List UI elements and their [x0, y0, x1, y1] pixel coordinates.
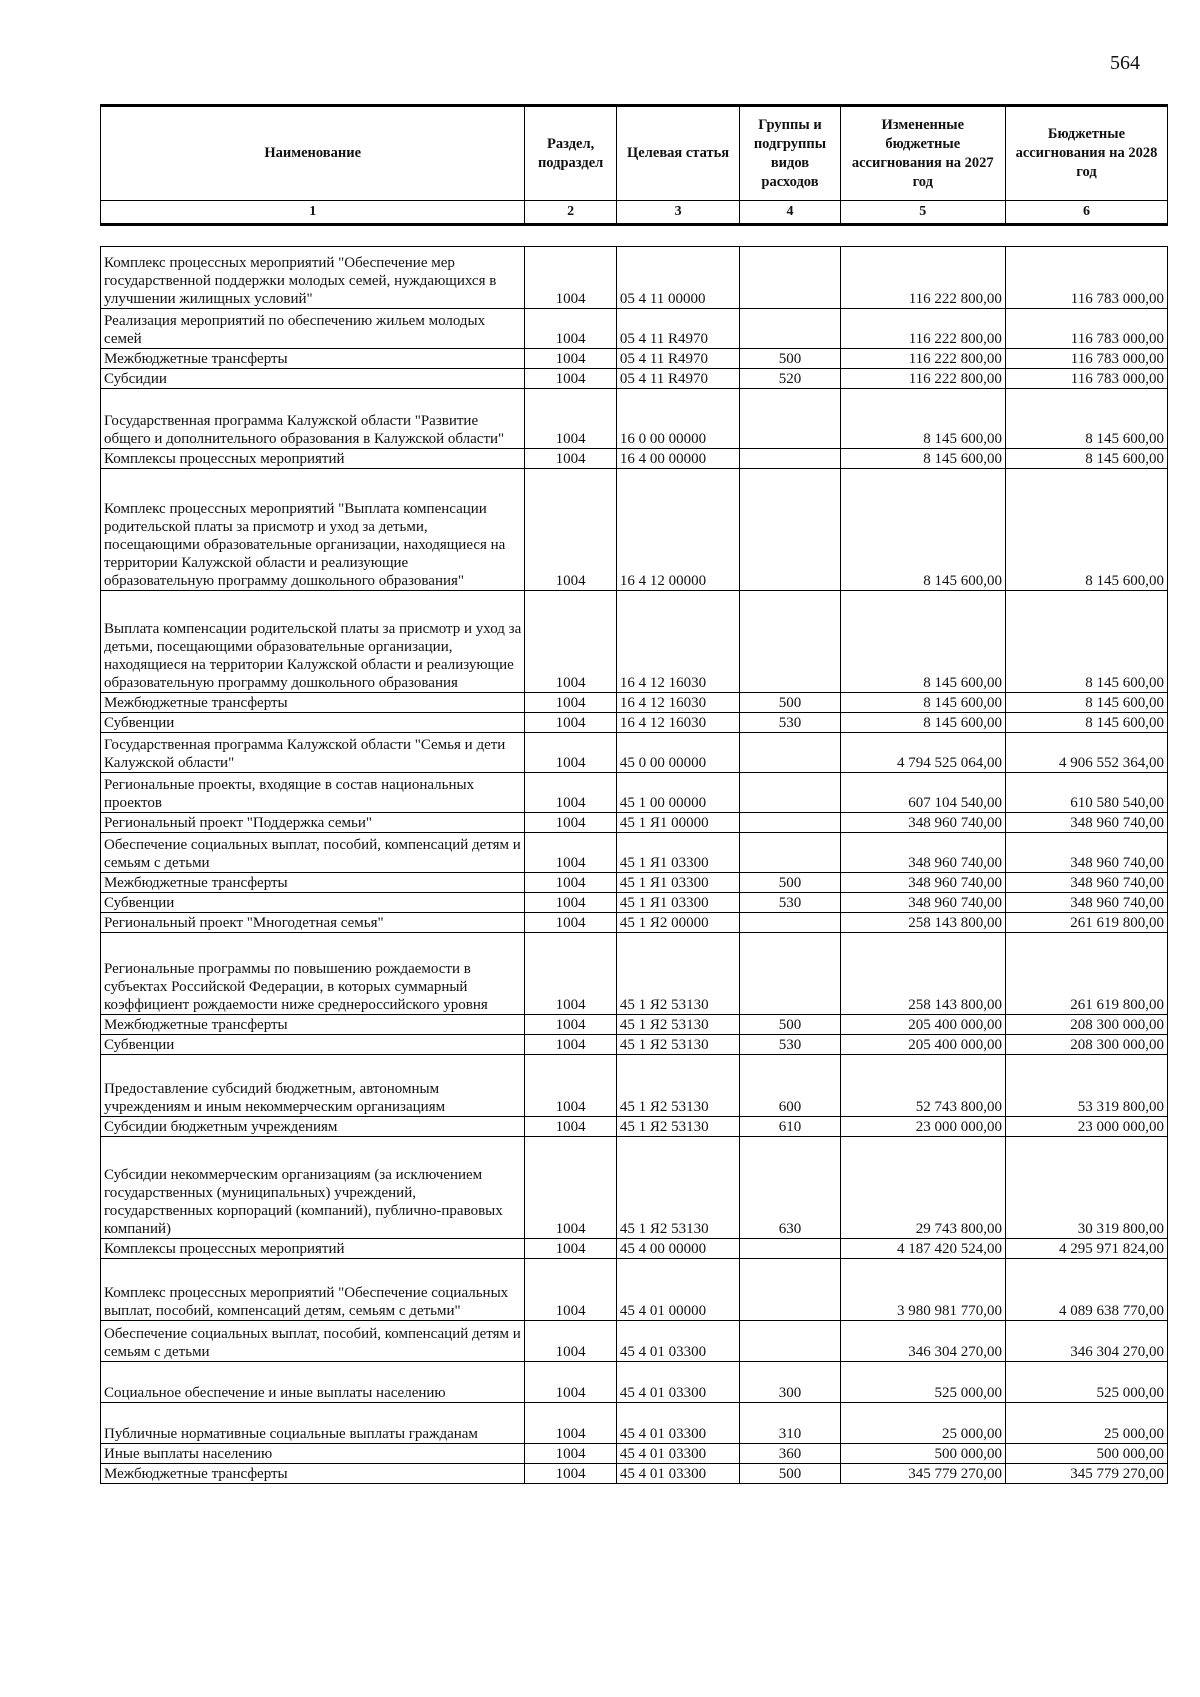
cell-amount-2027: 258 143 800,00	[840, 913, 1005, 933]
cell-amount-2028: 348 960 740,00	[1005, 833, 1167, 873]
cell-article: 16 4 00 00000	[616, 449, 739, 469]
cell-amount-2027: 525 000,00	[840, 1362, 1005, 1403]
cell-article: 45 4 01 00000	[616, 1259, 739, 1321]
cell-name: Обеспечение социальных выплат, пособий, компенсаций детям и семьям с детьми	[101, 1321, 525, 1362]
cell-name: Субсидии бюджетным учреждениям	[101, 1117, 525, 1137]
table-row	[101, 1055, 1168, 1117]
cell-amount-2028: 348 960 740,00	[1005, 873, 1167, 893]
cell-name: Комплексы процессных мероприятий	[101, 449, 525, 469]
table-row	[101, 1321, 1168, 1362]
cell-amount-2028: 8 145 600,00	[1005, 389, 1167, 449]
cell-amount-2028: 348 960 740,00	[1005, 893, 1167, 913]
cell-name: Межбюджетные трансферты	[101, 873, 525, 893]
table-row	[101, 773, 1168, 813]
cell-expense-group	[740, 813, 840, 833]
cell-article: 16 4 12 16030	[616, 591, 739, 693]
cell-amount-2027: 205 400 000,00	[840, 1015, 1005, 1035]
header-2028: Бюджетные ассигнования на 2028 год	[1005, 106, 1167, 201]
cell-article: 45 4 01 03300	[616, 1362, 739, 1403]
cell-amount-2027: 345 779 270,00	[840, 1464, 1005, 1484]
cell-amount-2028: 116 783 000,00	[1005, 369, 1167, 389]
table-row	[101, 369, 1168, 389]
cell-expense-group: 310	[740, 1403, 840, 1444]
cell-article: 45 1 Я1 03300	[616, 873, 739, 893]
table-row	[101, 1137, 1168, 1239]
cell-amount-2028: 348 960 740,00	[1005, 813, 1167, 833]
cell-section: 1004	[525, 733, 616, 773]
table-row	[101, 1362, 1168, 1403]
cell-amount-2028: 346 304 270,00	[1005, 1321, 1167, 1362]
cell-amount-2027: 8 145 600,00	[840, 389, 1005, 449]
cell-amount-2028: 610 580 540,00	[1005, 773, 1167, 813]
table-row	[101, 813, 1168, 833]
cell-article: 45 1 Я2 53130	[616, 933, 739, 1015]
cell-name: Региональный проект "Многодетная семья"	[101, 913, 525, 933]
cell-section: 1004	[525, 773, 616, 813]
table-row	[101, 1444, 1168, 1464]
cell-expense-group: 530	[740, 893, 840, 913]
cell-section: 1004	[525, 1137, 616, 1239]
cell-amount-2027: 348 960 740,00	[840, 873, 1005, 893]
cell-section: 1004	[525, 309, 616, 349]
cell-section: 1004	[525, 247, 616, 309]
table-spacer-row	[101, 225, 1168, 247]
cell-amount-2027: 3 980 981 770,00	[840, 1259, 1005, 1321]
cell-amount-2028: 8 145 600,00	[1005, 449, 1167, 469]
cell-amount-2027: 4 187 420 524,00	[840, 1239, 1005, 1259]
cell-amount-2028: 4 906 552 364,00	[1005, 733, 1167, 773]
cell-amount-2027: 8 145 600,00	[840, 591, 1005, 693]
cell-section: 1004	[525, 913, 616, 933]
cell-section: 1004	[525, 1055, 616, 1117]
cell-section: 1004	[525, 1035, 616, 1055]
cell-amount-2028: 261 619 800,00	[1005, 933, 1167, 1015]
cell-amount-2028: 116 783 000,00	[1005, 247, 1167, 309]
cell-name: Комплекс процессных мероприятий "Обеспечение мер государственной поддержки молодых семей, нуждающихся в улучшении жилищных условий"	[101, 247, 525, 309]
table-row	[101, 733, 1168, 773]
cell-name: Предоставление субсидий бюджетным, автономным учреждениям и иным некоммерческим организациям	[101, 1055, 525, 1117]
cell-section: 1004	[525, 1464, 616, 1484]
cell-name: Субвенции	[101, 893, 525, 913]
cell-section: 1004	[525, 369, 616, 389]
column-number: 4	[740, 201, 840, 225]
cell-name: Межбюджетные трансферты	[101, 693, 525, 713]
table-row	[101, 1464, 1168, 1484]
column-number: 1	[101, 201, 525, 225]
cell-name: Реализация мероприятий по обеспечению жильем молодых семей	[101, 309, 525, 349]
cell-expense-group: 520	[740, 369, 840, 389]
cell-name: Иные выплаты населению	[101, 1444, 525, 1464]
cell-section: 1004	[525, 713, 616, 733]
column-number: 6	[1005, 201, 1167, 225]
cell-expense-group: 360	[740, 1444, 840, 1464]
cell-section: 1004	[525, 1239, 616, 1259]
table-row	[101, 389, 1168, 449]
cell-section: 1004	[525, 693, 616, 713]
table-row	[101, 1035, 1168, 1055]
cell-section: 1004	[525, 893, 616, 913]
cell-section: 1004	[525, 469, 616, 591]
column-number: 3	[616, 201, 739, 225]
cell-article: 45 1 Я1 00000	[616, 813, 739, 833]
budget-table	[100, 104, 1168, 1484]
cell-article: 05 4 11 R4970	[616, 369, 739, 389]
cell-article: 45 4 01 03300	[616, 1444, 739, 1464]
cell-name: Публичные нормативные социальные выплаты гражданам	[101, 1403, 525, 1444]
table-row	[101, 1239, 1168, 1259]
cell-expense-group: 530	[740, 1035, 840, 1055]
header-expense-group: Группы и подгруппы видов расходов	[740, 106, 840, 201]
table-row	[101, 913, 1168, 933]
cell-expense-group	[740, 309, 840, 349]
cell-amount-2027: 500 000,00	[840, 1444, 1005, 1464]
cell-expense-group	[740, 449, 840, 469]
cell-article: 45 4 00 00000	[616, 1239, 739, 1259]
cell-amount-2028: 116 783 000,00	[1005, 309, 1167, 349]
cell-amount-2027: 8 145 600,00	[840, 713, 1005, 733]
cell-amount-2027: 4 794 525 064,00	[840, 733, 1005, 773]
cell-amount-2027: 52 743 800,00	[840, 1055, 1005, 1117]
cell-name: Социальное обеспечение и иные выплаты населению	[101, 1362, 525, 1403]
cell-amount-2028: 116 783 000,00	[1005, 349, 1167, 369]
cell-name: Межбюджетные трансферты	[101, 1464, 525, 1484]
table-row	[101, 449, 1168, 469]
cell-amount-2027: 116 222 800,00	[840, 349, 1005, 369]
header-2027: Измененные бюджетные ассигнования на 2027 год	[840, 106, 1005, 201]
cell-article: 45 4 01 03300	[616, 1321, 739, 1362]
cell-expense-group	[740, 773, 840, 813]
cell-expense-group: 630	[740, 1137, 840, 1239]
cell-section: 1004	[525, 1259, 616, 1321]
cell-expense-group	[740, 933, 840, 1015]
cell-section: 1004	[525, 1117, 616, 1137]
cell-article: 45 1 Я1 03300	[616, 893, 739, 913]
table-row	[101, 893, 1168, 913]
cell-expense-group	[740, 1321, 840, 1362]
cell-expense-group: 600	[740, 1055, 840, 1117]
cell-amount-2027: 116 222 800,00	[840, 369, 1005, 389]
cell-section: 1004	[525, 449, 616, 469]
table-row	[101, 1117, 1168, 1137]
cell-expense-group: 500	[740, 693, 840, 713]
cell-article: 45 4 01 03300	[616, 1403, 739, 1444]
cell-section: 1004	[525, 1362, 616, 1403]
cell-amount-2028: 261 619 800,00	[1005, 913, 1167, 933]
cell-expense-group: 610	[740, 1117, 840, 1137]
cell-section: 1004	[525, 873, 616, 893]
table-row	[101, 693, 1168, 713]
cell-article: 45 1 Я2 53130	[616, 1137, 739, 1239]
cell-amount-2027: 116 222 800,00	[840, 309, 1005, 349]
table-row	[101, 1403, 1168, 1444]
cell-amount-2028: 8 145 600,00	[1005, 713, 1167, 733]
table-header-row	[101, 106, 1168, 201]
cell-article: 45 4 01 03300	[616, 1464, 739, 1484]
column-number: 2	[525, 201, 616, 225]
spacer-cell	[101, 225, 1168, 247]
table-row	[101, 933, 1168, 1015]
cell-amount-2028: 345 779 270,00	[1005, 1464, 1167, 1484]
cell-amount-2027: 348 960 740,00	[840, 893, 1005, 913]
cell-amount-2027: 258 143 800,00	[840, 933, 1005, 1015]
cell-amount-2027: 348 960 740,00	[840, 813, 1005, 833]
cell-expense-group	[740, 1239, 840, 1259]
cell-amount-2027: 8 145 600,00	[840, 449, 1005, 469]
cell-amount-2027: 205 400 000,00	[840, 1035, 1005, 1055]
cell-amount-2027: 29 743 800,00	[840, 1137, 1005, 1239]
table-row	[101, 247, 1168, 309]
table-row	[101, 713, 1168, 733]
cell-article: 05 4 11 00000	[616, 247, 739, 309]
cell-section: 1004	[525, 349, 616, 369]
cell-amount-2028: 4 295 971 824,00	[1005, 1239, 1167, 1259]
cell-name: Субсидии некоммерческим организациям (за исключением государственных (муниципальных) учреждений, государственных корпораций (компаний), публично-правовых компаний)	[101, 1137, 525, 1239]
cell-amount-2028: 8 145 600,00	[1005, 693, 1167, 713]
cell-amount-2027: 8 145 600,00	[840, 469, 1005, 591]
cell-amount-2027: 348 960 740,00	[840, 833, 1005, 873]
cell-expense-group: 530	[740, 713, 840, 733]
column-number-row	[101, 201, 1168, 225]
table-row	[101, 469, 1168, 591]
cell-name: Комплекс процессных мероприятий "Выплата компенсации родительской платы за присмотр и уход за детьми, посещающими образовательные организации, находящиеся на территории Калужской области и реализующие образовательную программу дошкольного образования"	[101, 469, 525, 591]
cell-article: 45 1 Я2 53130	[616, 1055, 739, 1117]
cell-name: Субсидии	[101, 369, 525, 389]
cell-amount-2028: 500 000,00	[1005, 1444, 1167, 1464]
cell-expense-group: 500	[740, 1015, 840, 1035]
cell-section: 1004	[525, 1321, 616, 1362]
cell-amount-2028: 53 319 800,00	[1005, 1055, 1167, 1117]
cell-article: 16 4 12 16030	[616, 693, 739, 713]
cell-section: 1004	[525, 389, 616, 449]
cell-name: Региональные программы по повышению рождаемости в субъектах Российской Федерации, в которых суммарный коэффициент рождаемости ниже среднероссийского уровня	[101, 933, 525, 1015]
column-number: 5	[840, 201, 1005, 225]
cell-expense-group	[740, 591, 840, 693]
cell-name: Субвенции	[101, 713, 525, 733]
cell-expense-group	[740, 389, 840, 449]
cell-amount-2028: 30 319 800,00	[1005, 1137, 1167, 1239]
table-row	[101, 873, 1168, 893]
cell-name: Межбюджетные трансферты	[101, 349, 525, 369]
cell-article: 45 1 Я2 53130	[616, 1117, 739, 1137]
cell-expense-group	[740, 833, 840, 873]
cell-expense-group	[740, 733, 840, 773]
cell-article: 16 0 00 00000	[616, 389, 739, 449]
cell-amount-2027: 346 304 270,00	[840, 1321, 1005, 1362]
cell-article: 16 4 12 00000	[616, 469, 739, 591]
cell-name: Комплексы процессных мероприятий	[101, 1239, 525, 1259]
cell-article: 45 1 Я2 53130	[616, 1035, 739, 1055]
cell-name: Государственная программа Калужской области "Развитие общего и дополнительного образования в Калужской области"	[101, 389, 525, 449]
cell-article: 05 4 11 R4970	[616, 309, 739, 349]
cell-section: 1004	[525, 1015, 616, 1035]
table-row	[101, 833, 1168, 873]
cell-article: 05 4 11 R4970	[616, 349, 739, 369]
cell-amount-2028: 25 000,00	[1005, 1403, 1167, 1444]
cell-amount-2028: 8 145 600,00	[1005, 591, 1167, 693]
cell-article: 16 4 12 16030	[616, 713, 739, 733]
cell-name: Межбюджетные трансферты	[101, 1015, 525, 1035]
cell-amount-2027: 8 145 600,00	[840, 693, 1005, 713]
cell-section: 1004	[525, 591, 616, 693]
cell-article: 45 0 00 00000	[616, 733, 739, 773]
page-number: 564	[1110, 52, 1140, 74]
cell-expense-group	[740, 1259, 840, 1321]
cell-expense-group	[740, 913, 840, 933]
cell-name: Комплекс процессных мероприятий "Обеспечение социальных выплат, пособий, компенсаций детям, семьям с детьми"	[101, 1259, 525, 1321]
cell-name: Обеспечение социальных выплат, пособий, компенсаций детям и семьям с детьми	[101, 833, 525, 873]
cell-name: Государственная программа Калужской области "Семья и дети Калужской области"	[101, 733, 525, 773]
cell-amount-2027: 116 222 800,00	[840, 247, 1005, 309]
cell-amount-2028: 525 000,00	[1005, 1362, 1167, 1403]
cell-name: Выплата компенсации родительской платы за присмотр и уход за детьми, посещающими образовательные организации, находящиеся на территории Калужской области и реализующие образовательную программу дошкольного образования	[101, 591, 525, 693]
table-row	[101, 349, 1168, 369]
cell-article: 45 1 Я2 00000	[616, 913, 739, 933]
cell-expense-group: 500	[740, 873, 840, 893]
cell-section: 1004	[525, 813, 616, 833]
cell-amount-2028: 208 300 000,00	[1005, 1015, 1167, 1035]
cell-section: 1004	[525, 1403, 616, 1444]
cell-amount-2028: 8 145 600,00	[1005, 469, 1167, 591]
table-row	[101, 1015, 1168, 1035]
cell-section: 1004	[525, 933, 616, 1015]
cell-section: 1004	[525, 1444, 616, 1464]
cell-amount-2027: 607 104 540,00	[840, 773, 1005, 813]
cell-expense-group: 500	[740, 349, 840, 369]
cell-expense-group: 300	[740, 1362, 840, 1403]
cell-article: 45 1 Я2 53130	[616, 1015, 739, 1035]
cell-article: 45 1 Я1 03300	[616, 833, 739, 873]
cell-expense-group: 500	[740, 1464, 840, 1484]
cell-name: Субвенции	[101, 1035, 525, 1055]
table-row	[101, 309, 1168, 349]
table-row	[101, 591, 1168, 693]
header-section: Раздел, подраздел	[525, 106, 616, 201]
cell-amount-2028: 208 300 000,00	[1005, 1035, 1167, 1055]
cell-amount-2028: 4 089 638 770,00	[1005, 1259, 1167, 1321]
cell-expense-group	[740, 469, 840, 591]
cell-article: 45 1 00 00000	[616, 773, 739, 813]
cell-expense-group	[740, 247, 840, 309]
table-row	[101, 1259, 1168, 1321]
header-article: Целевая статья	[616, 106, 739, 201]
cell-amount-2027: 25 000,00	[840, 1403, 1005, 1444]
header-name: Наименование	[101, 106, 525, 201]
cell-section: 1004	[525, 833, 616, 873]
cell-amount-2028: 23 000 000,00	[1005, 1117, 1167, 1137]
cell-name: Региональный проект "Поддержка семьи"	[101, 813, 525, 833]
cell-name: Региональные проекты, входящие в состав национальных проектов	[101, 773, 525, 813]
cell-amount-2027: 23 000 000,00	[840, 1117, 1005, 1137]
